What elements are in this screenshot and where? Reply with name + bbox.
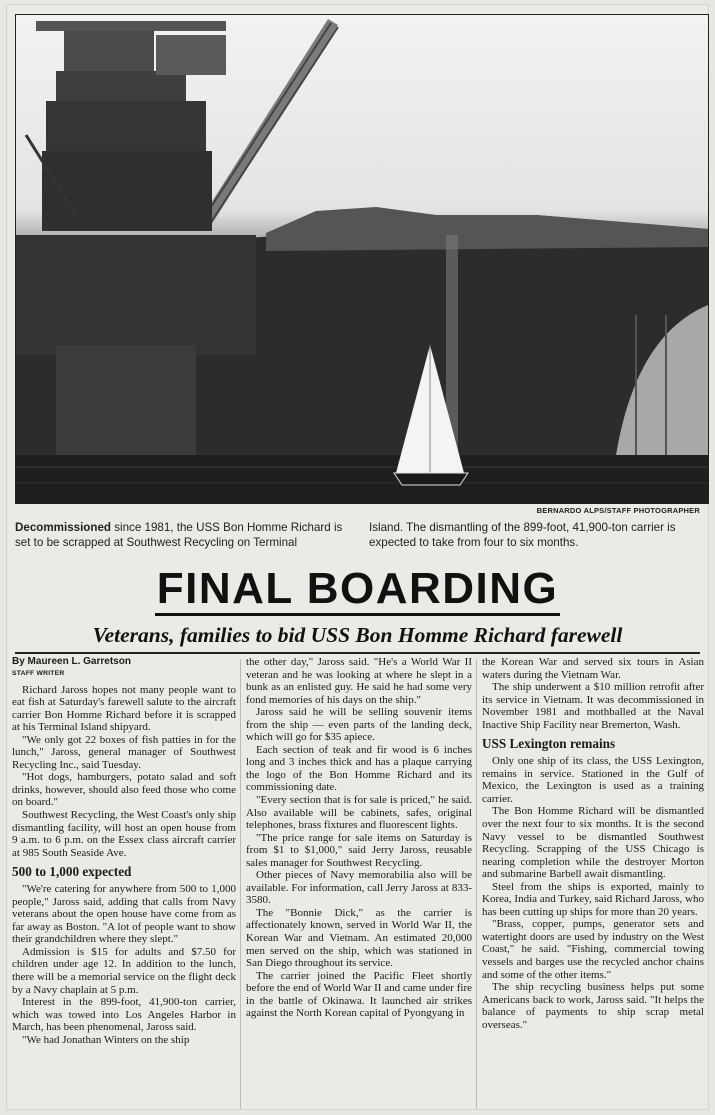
paragraph: "Hot dogs, hamburgers, potato salad and soft drinks, however, should also feed those who come on board." [12,771,236,809]
paragraph: Jaross said he will be selling souvenir items from the ship — even parts of the landing deck, which will go for $35 apiece. [246,706,472,744]
paragraph: "We only got 22 boxes of fish patties in for the lunch," Jaross, general manager of Southwest Recycling Inc., said Tuesday. [12,733,236,771]
byline-role: STAFF WRITER [12,670,65,677]
photo-caption-left [15,520,360,550]
article-column-1 [12,656,236,1046]
section-subhead: USS Lexington remains [482,736,616,752]
paragraph: Each section of teak and fir wood is 6 inches long and 3 inches thick and has a plaque carrying the logo of the Bon Homme Richard and its commissioning date. [246,743,472,794]
article-column-2 [246,656,472,1020]
paragraph: Other pieces of Navy memorabilia also will be available. For information, call Jerry Jaross at 833-3580. [246,869,472,907]
aircraft-carrier-illustration [16,15,708,503]
headline [6,564,709,614]
photo-caption-right: Island. The dismantling of the 899-foot, 41,900-ton carrier is expected to take from four to six months. [369,521,676,549]
paragraph: "We had Jonathan Winters on the ship [22,1033,190,1046]
paragraph: The "Bonnie Dick," as the carrier is affectionately known, served in World War II, the Korean War and Vietnam. An estimated 20,000 men served on the ship, which was stationed in San Diego throughout its service. [246,906,472,970]
byline: By Maureen L. Garretson [12,656,131,667]
paragraph: the other day," Jaross said. "He's a World War II veteran and he was looking at where he slept in a bunk as an enlisted guy. He said he had some very fond memories of his days on the ship." [246,656,472,706]
section-subhead: 500 to 1,000 expected [12,864,132,880]
paragraph: The carrier joined the Pacific Fleet shortly before the end of World War II and came under fire in the battle of Okinawa. It launched air strikes against the North Korean capital of Pyongyang in [246,969,472,1020]
paragraph: The ship recycling business helps put some Americans back to work, Jaross said. "It helps the balance of payments to ship scrap metal overseas." [482,981,704,1031]
paragraph: "Every section that is for sale is priced," he said. Also available will be cabinets, safes, original telephones, brass fixtures and fluorescent lights. [246,794,472,832]
newspaper-clipping [6,4,709,1110]
paragraph: Only one ship of its class, the USS Lexington, remains in service. Stationed in the Gulf of Mexico, the Lexington is used as a training carrier. [482,755,704,805]
paragraph: "We're catering for anywhere from 500 to 1,000 people," Jaross said, adding that calls from Navy veterans about the open house have come from as far away as Boston. "A lot of people want to show their grandchildren where they slept." [12,883,236,946]
paragraph: The ship underwent a $10 million retrofit after its service in Vietnam. It was decommissioned in November 1981 and mothballed at the Naval Inactive Ship Facility near Bremerton, Wash. [482,681,704,731]
paragraph: Southwest Recycling, the West Coast's only ship dismantling facility, will host an open house from 9 a.m. to 6 p.m. on the Essex class aircraft carrier at 985 South Seaside Ave. [12,809,236,859]
paragraph: Richard Jaross hopes not many people want to eat fish at Saturday's farewell salute to the aircraft carrier Bon Homme Richard before it is scrapped at his Terminal Island shipyard. [12,683,236,734]
paragraph: Interest in the 899-foot, 41,900-ton carrier, which was towed into Los Angeles Harbor in March, has been phenomenal, Jaross said. [12,996,236,1034]
paragraph: the Korean War and served six tours in Asian waters during the Vietnam War. [482,656,704,681]
ship-photo [15,14,709,504]
caption-left-text: since 1981, the USS Bon Homme Richard is set to be scrapped at Southwest Recycling on Terminal [15,521,343,549]
article-column-3 [482,656,704,1031]
caption-lead: Decommissioned [15,521,111,534]
paragraph: Admission is $15 for adults and $7.50 for children under age 12. In addition to the lunch, there will be a memorial service on the flight deck by a Navy chaplain at 5 p.m. [12,945,236,996]
paragraph: "The price range for sale items on Saturday is from $1 to $1,000," said Jerry Jaross, reusable sales manager for Southwest Recycling. [246,831,472,869]
headline-text: FINAL BOARDING [155,564,561,616]
photo-credit: BERNARDO ALPS/STAFF PHOTOGRAPHER [536,506,700,515]
subheadline: Veterans, families to bid USS Bon Homme Richard farewell [15,620,700,654]
paragraph: Steel from the ships is exported, mainly to Korea, India and Turkey, said Richard Jaross, who has been cutting up ships for more than 20 years. [482,880,704,918]
paragraph: The Bon Homme Richard will be dismantled over the next four to six months. It is the second Navy vessel to be dismantled Southwest Recycling. Scrapping of the USS Chicago is nearing completion while the destroyer Morton and submarine Barbell await dismantling. [482,805,704,881]
paragraph: "Brass, copper, pumps, generator sets and watertight doors are used by industry on the West Coast," he said. "Fishing, commercial towing vessels and barges use the recycled anchor chains and some of the other items." [482,918,704,981]
column-rule [476,659,477,1109]
column-rule [240,659,241,1109]
